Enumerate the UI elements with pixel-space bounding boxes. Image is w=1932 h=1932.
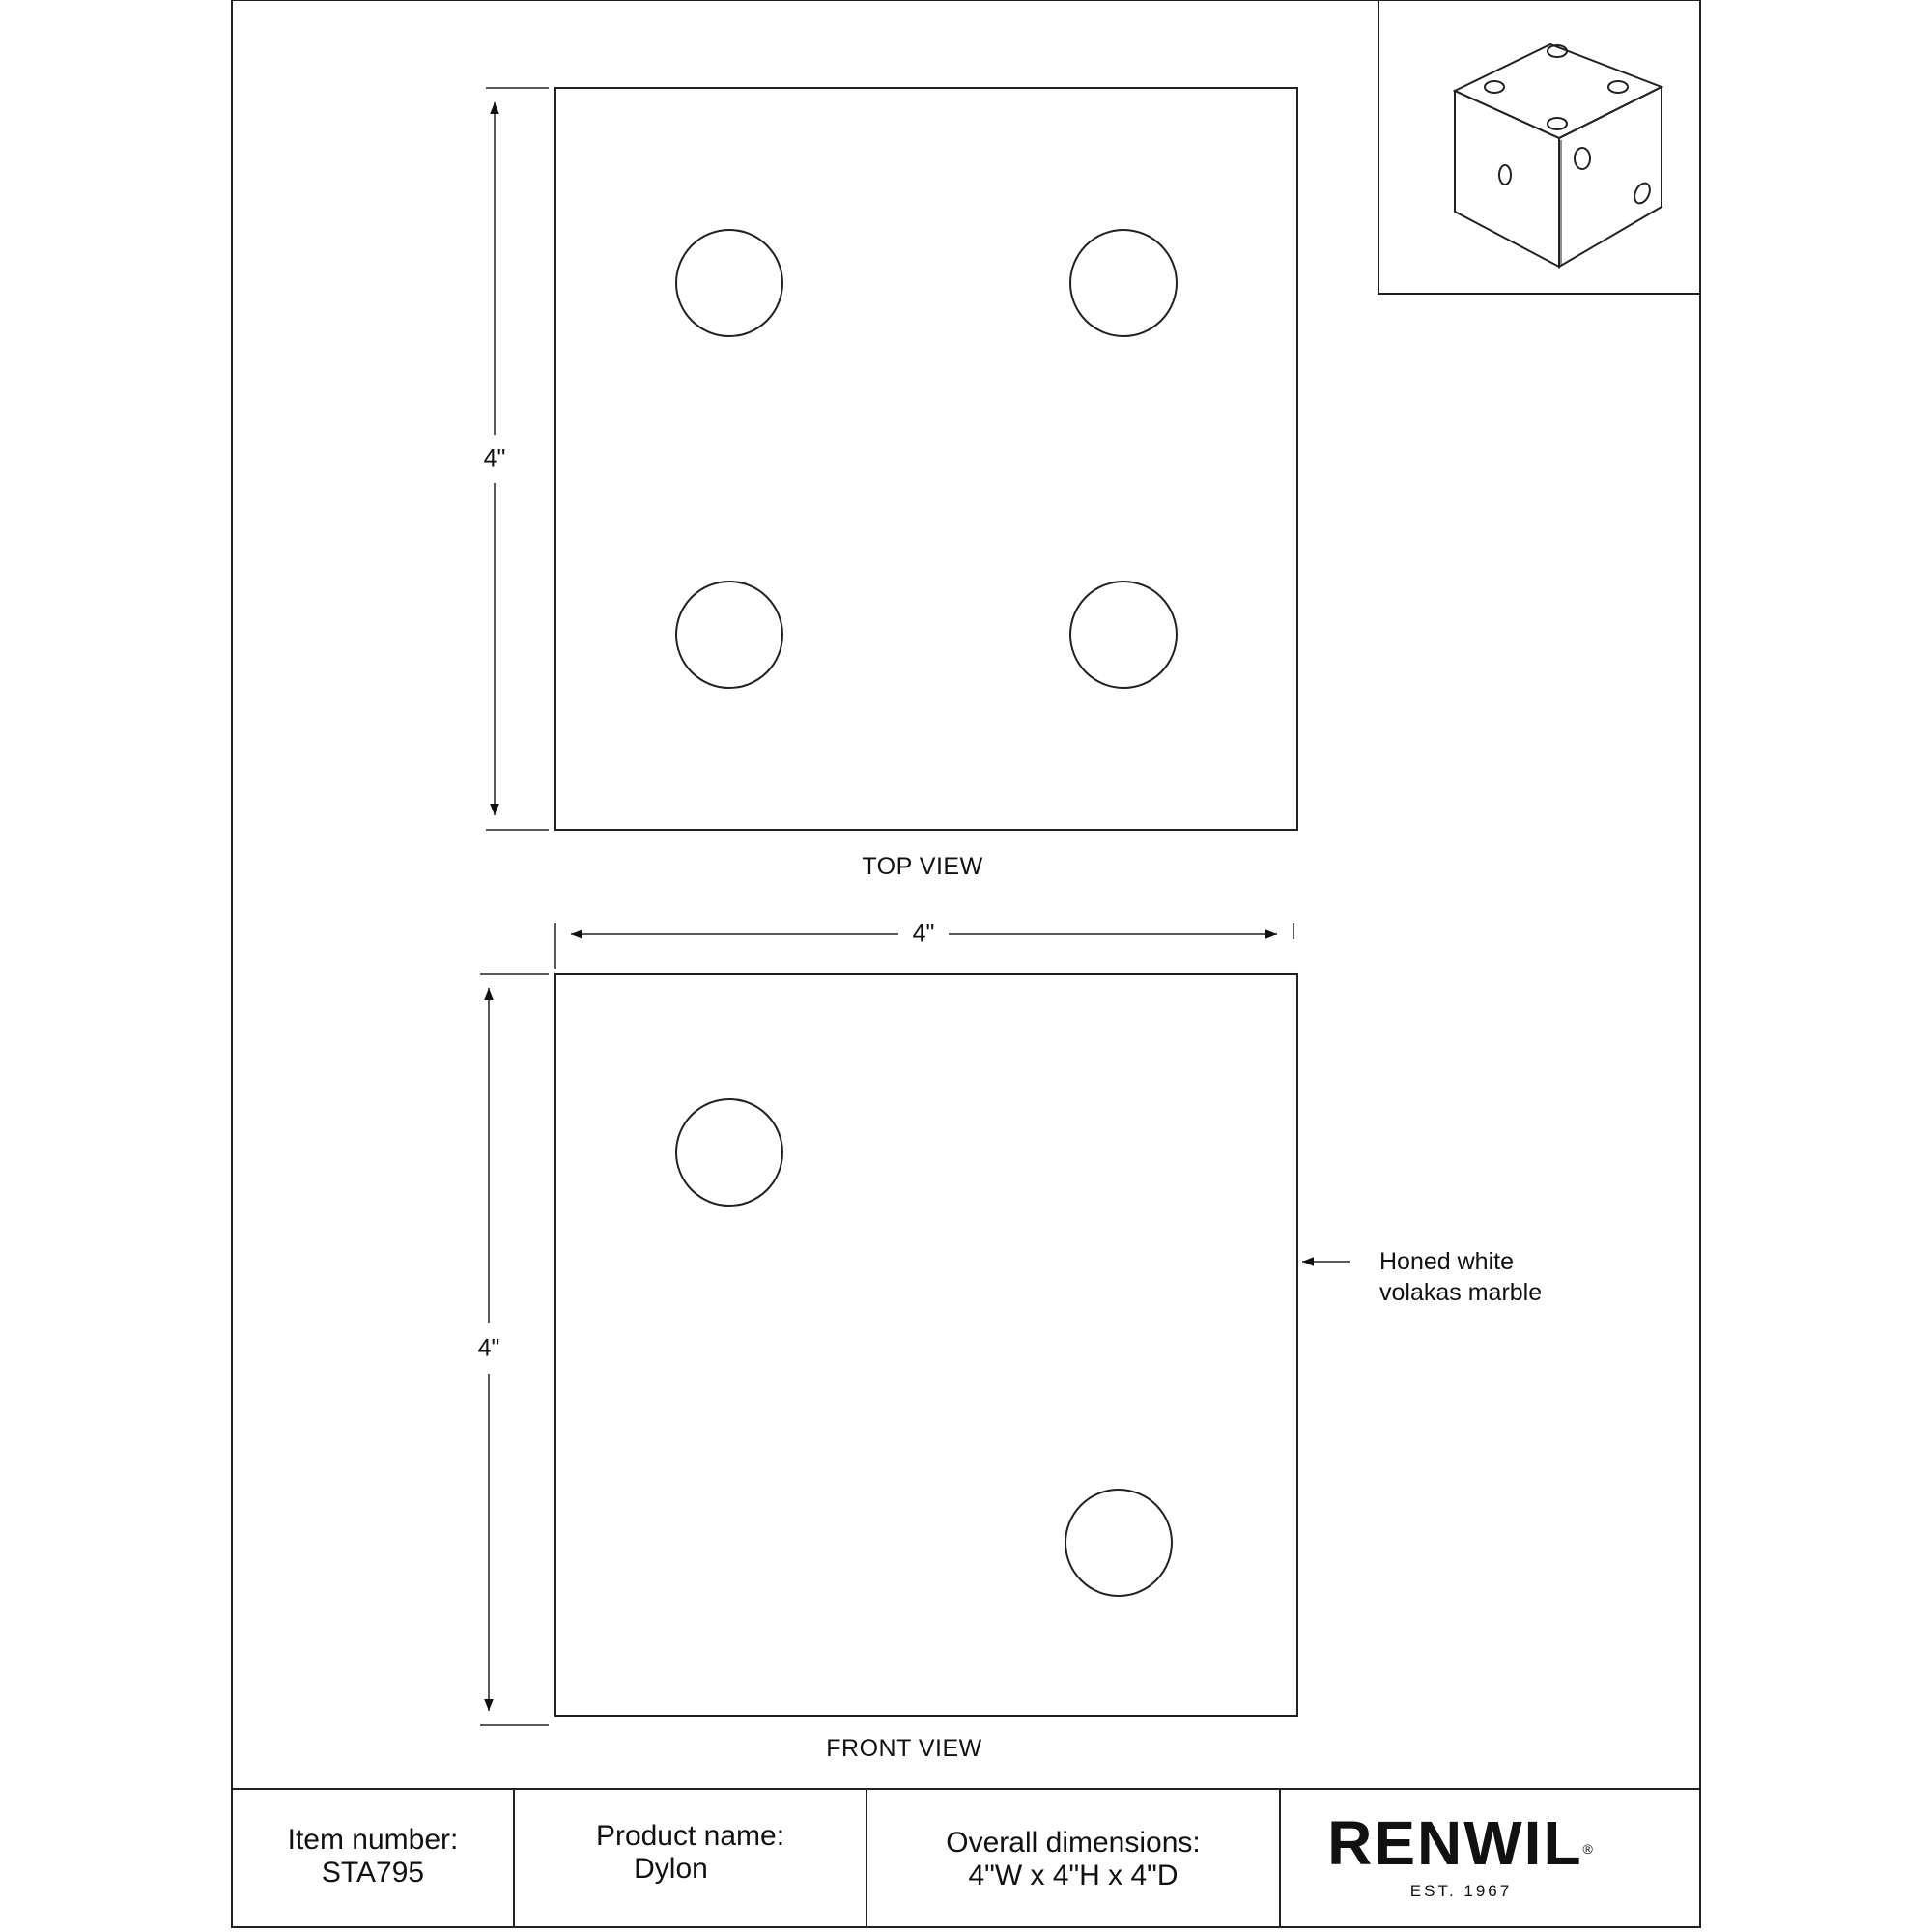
- item-number-cell: [232, 1789, 514, 1924]
- top-view: [555, 88, 1297, 830]
- cube-pip: [1499, 165, 1511, 185]
- front-view-width-label: 4": [907, 921, 941, 949]
- cube-pip: [1608, 81, 1628, 93]
- dimensions-value: 4"W x 4"H x 4"D: [968, 1860, 1179, 1891]
- top-view-height-label: 4": [478, 445, 512, 473]
- brand-established: EST. 1967: [1409, 1882, 1513, 1900]
- brand-logo: [1280, 1789, 1642, 1924]
- top-view-outline: [555, 88, 1297, 830]
- cube-pip: [1632, 181, 1653, 206]
- sheet-border: [232, 0, 1700, 1927]
- cube-left-face: [1455, 91, 1559, 267]
- top-view-pip: [1070, 582, 1177, 688]
- item-number-value: STA795: [321, 1857, 425, 1889]
- top-view-pip: [1070, 230, 1177, 336]
- front-view-pip: [676, 1099, 782, 1206]
- cube-pip: [1575, 148, 1590, 169]
- front-view-pip: [1065, 1490, 1172, 1596]
- dimensions-label: Overall dimensions:: [946, 1827, 1201, 1859]
- front-view: [555, 974, 1297, 1716]
- isometric-cube-icon: [1455, 44, 1662, 267]
- dimensions-cell: [867, 1792, 1280, 1927]
- isometric-inset-frame: [1378, 0, 1700, 294]
- cube-pip: [1548, 118, 1567, 129]
- registered-mark: ®: [1582, 1841, 1595, 1857]
- front-view-title: FRONT VIEW: [826, 1735, 982, 1762]
- product-name-cell: [514, 1785, 867, 1920]
- product-name-label: Product name:: [595, 1820, 785, 1852]
- top-view-pip: [676, 230, 782, 336]
- material-note-line-1: Honed white: [1379, 1248, 1514, 1275]
- cube-right-face: [1559, 87, 1662, 267]
- material-note-line-2: volakas marble: [1379, 1279, 1543, 1306]
- top-view-title: TOP VIEW: [862, 853, 983, 880]
- material-note: [1379, 1246, 1542, 1308]
- top-view-pip: [676, 582, 782, 688]
- cube-top-face: [1455, 44, 1662, 138]
- front-view-outline: [555, 974, 1297, 1716]
- item-number-label: Item number:: [287, 1824, 459, 1856]
- brand-name: RENWIL®: [1327, 1808, 1595, 1878]
- product-name-value: Dylon: [634, 1853, 708, 1885]
- front-view-height-label: 4": [472, 1335, 506, 1363]
- cube-pip: [1485, 81, 1504, 93]
